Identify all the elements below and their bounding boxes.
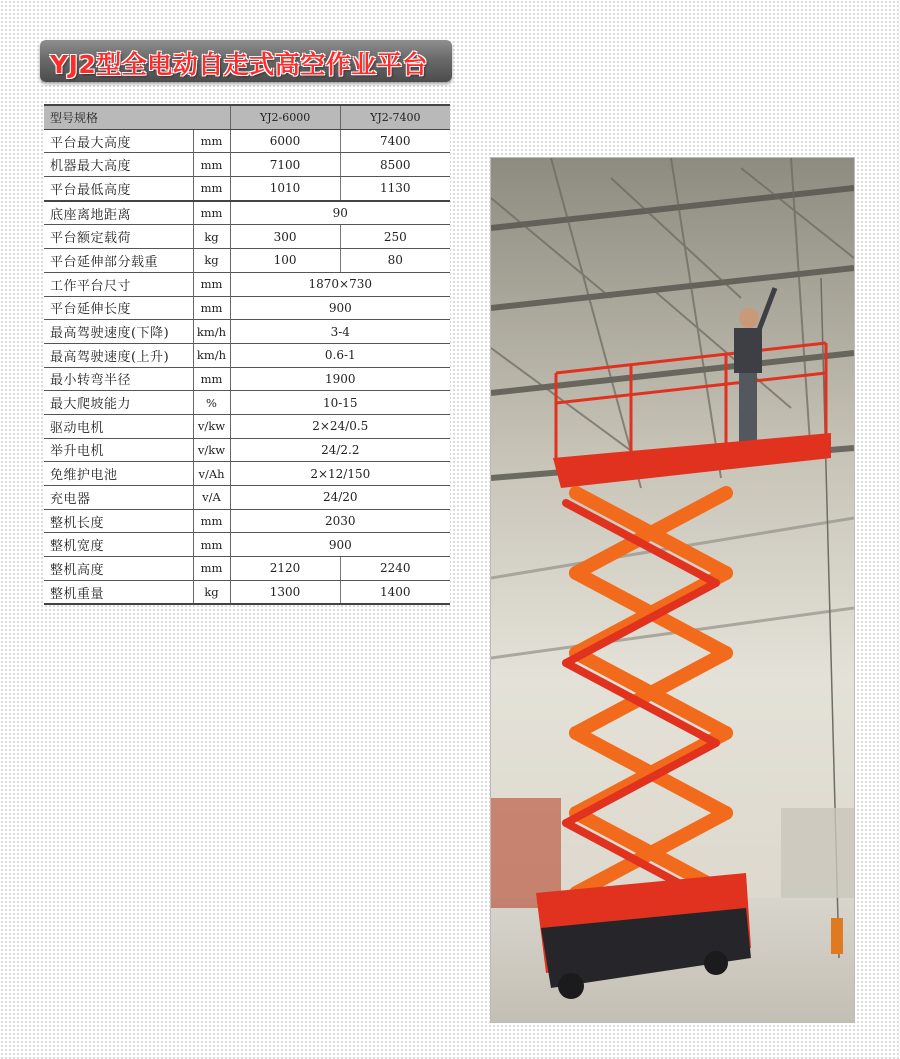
spec-unit: km/h <box>193 343 230 367</box>
spec-name: 最高驾驶速度(下降) <box>44 320 193 344</box>
spec-value: 1900 <box>230 367 450 391</box>
spec-row <box>44 414 450 438</box>
spec-unit: mm <box>193 509 230 533</box>
spec-name: 举升电机 <box>44 438 193 462</box>
spec-unit: mm <box>193 129 230 153</box>
spec-value-model-b: 1130 <box>340 177 450 201</box>
spec-unit: mm <box>193 177 230 201</box>
spec-unit: v/A <box>193 486 230 510</box>
spec-unit: mm <box>193 533 230 557</box>
spec-name: 平台额定载荷 <box>44 225 193 249</box>
header-model-a: YJ2-6000 <box>230 105 340 129</box>
spec-value-model-a: 2120 <box>230 557 340 581</box>
spec-name: 最小转弯半径 <box>44 367 193 391</box>
spec-value-model-b: 1400 <box>340 580 450 604</box>
spec-name: 充电器 <box>44 486 193 510</box>
spec-unit: km/h <box>193 320 230 344</box>
spec-value: 0.6-1 <box>230 343 450 367</box>
spec-unit: % <box>193 391 230 415</box>
spec-value-model-b: 7400 <box>340 129 450 153</box>
spec-unit: kg <box>193 225 230 249</box>
spec-row <box>44 509 450 533</box>
spec-unit: kg <box>193 580 230 604</box>
spec-row <box>44 391 450 415</box>
spec-value-model-a: 100 <box>230 249 340 273</box>
spec-name: 整机宽度 <box>44 533 193 557</box>
spec-value: 90 <box>230 201 450 225</box>
spec-value: 2×24/0.5 <box>230 414 450 438</box>
spec-value-model-a: 1300 <box>230 580 340 604</box>
spec-unit: mm <box>193 201 230 225</box>
spec-row <box>44 580 450 604</box>
spec-name: 整机高度 <box>44 557 193 581</box>
spec-row <box>44 129 450 153</box>
spec-value-model-a: 6000 <box>230 129 340 153</box>
spec-unit: mm <box>193 557 230 581</box>
spec-value: 900 <box>230 533 450 557</box>
spec-value-model-b: 80 <box>340 249 450 273</box>
spec-name: 免维护电池 <box>44 462 193 486</box>
spec-name: 整机重量 <box>44 580 193 604</box>
spec-unit: mm <box>193 296 230 320</box>
spec-name: 平台延伸部分载重 <box>44 249 193 273</box>
spec-unit: kg <box>193 249 230 273</box>
spec-unit: v/Ah <box>193 462 230 486</box>
spec-unit: v/kw <box>193 438 230 462</box>
spec-name: 整机长度 <box>44 509 193 533</box>
spec-value-model-a: 300 <box>230 225 340 249</box>
scissor-lift-photo <box>490 157 855 1023</box>
spec-value: 2×12/150 <box>230 462 450 486</box>
spec-row <box>44 533 450 557</box>
spec-unit: mm <box>193 367 230 391</box>
spec-name: 驱动电机 <box>44 414 193 438</box>
page-title: YJ2型全电动自走式高空作业平台 <box>50 50 428 79</box>
title-banner <box>40 40 452 82</box>
spec-value-model-a: 7100 <box>230 153 340 177</box>
spec-value-model-b: 250 <box>340 225 450 249</box>
spec-row <box>44 320 450 344</box>
spec-row <box>44 462 450 486</box>
spec-row <box>44 557 450 581</box>
spec-row <box>44 272 450 296</box>
spec-value-model-b: 8500 <box>340 153 450 177</box>
header-model-spec: 型号规格 <box>44 105 230 129</box>
spec-name: 工作平台尺寸 <box>44 272 193 296</box>
spec-value: 24/20 <box>230 486 450 510</box>
spec-row <box>44 486 450 510</box>
spec-value: 10-15 <box>230 391 450 415</box>
spec-value: 2030 <box>230 509 450 533</box>
spec-value: 1870×730 <box>230 272 450 296</box>
spec-name: 最高驾驶速度(上升) <box>44 343 193 367</box>
spec-name: 平台延伸长度 <box>44 296 193 320</box>
spec-name: 机器最大高度 <box>44 153 193 177</box>
spec-value: 3-4 <box>230 320 450 344</box>
spec-row <box>44 153 450 177</box>
spec-table-header <box>44 105 450 129</box>
spec-name: 最大爬坡能力 <box>44 391 193 415</box>
spec-value-model-a: 1010 <box>230 177 340 201</box>
spec-value: 900 <box>230 296 450 320</box>
spec-table <box>44 104 450 605</box>
spec-value-model-b: 2240 <box>340 557 450 581</box>
spec-row <box>44 225 450 249</box>
spec-row <box>44 343 450 367</box>
spec-name: 底座离地距离 <box>44 201 193 225</box>
spec-unit: v/kw <box>193 414 230 438</box>
spec-row <box>44 438 450 462</box>
spec-row <box>44 201 450 225</box>
spec-name: 平台最大高度 <box>44 129 193 153</box>
spec-row <box>44 249 450 273</box>
spec-value: 24/2.2 <box>230 438 450 462</box>
spec-unit: mm <box>193 272 230 296</box>
header-model-b: YJ2-7400 <box>340 105 450 129</box>
spec-row <box>44 367 450 391</box>
spec-row <box>44 296 450 320</box>
spec-unit: mm <box>193 153 230 177</box>
spec-row <box>44 177 450 201</box>
spec-name: 平台最低高度 <box>44 177 193 201</box>
